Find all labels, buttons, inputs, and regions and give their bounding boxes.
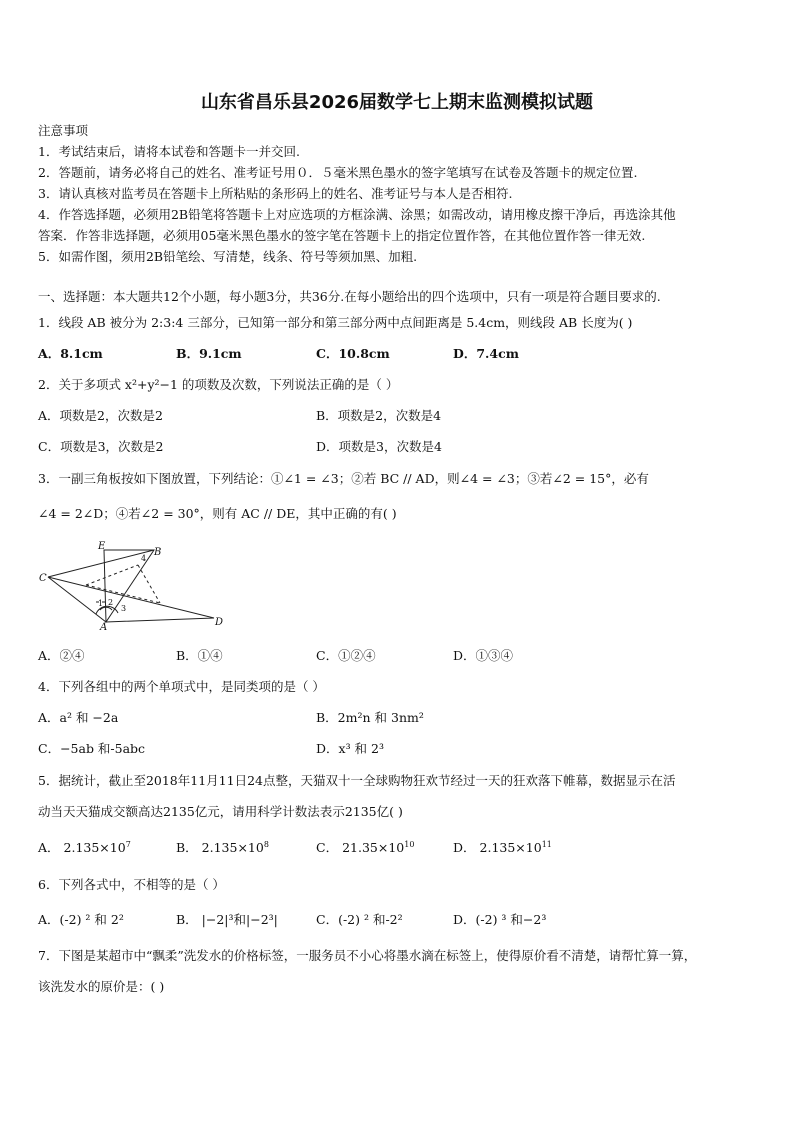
q1-option-c: C．10.8cm bbox=[316, 346, 390, 361]
q6-option-b-label: B． bbox=[176, 912, 198, 927]
question-5-stem: 5．据统计，截止至2018年11月11日24点整，天猫双十一全球购物狂欢节经过一天的狂欢落下帷幕，数据显示在活 bbox=[38, 773, 676, 788]
q5-option-a-value: 2.135×10 bbox=[63, 840, 126, 855]
q6-option-b-expr: |−2|³和|−2³| bbox=[201, 912, 278, 927]
q5-option-c-value: 21.35×10 bbox=[342, 840, 405, 855]
question-7-stem: 7．下图是某超市中“飘柔”洗发水的价格标签，一服务员不小心将墨水滴在标签上，使得原价看不清楚，请帮忙算一算， bbox=[38, 948, 697, 963]
q1-option-b: B．9.1cm bbox=[176, 346, 242, 361]
q2-option-a: A．项数是2，次数是2 bbox=[38, 408, 163, 423]
question-5-stem-cont: 动当天天猫成交额高达2135亿元，请用科学计数法表示2135亿( ) bbox=[38, 804, 403, 819]
q5-option-b-label: B． bbox=[176, 840, 198, 855]
question-6-stem: 6．下列各式中，不相等的是（ ） bbox=[38, 877, 225, 892]
q4-option-b: B．2m²n 和 3nm² bbox=[316, 710, 424, 725]
q4-option-d: D．x³ 和 2³ bbox=[316, 741, 384, 756]
angle-3: 3 bbox=[121, 604, 127, 613]
q4-option-a: A．a² 和 −2a bbox=[38, 710, 119, 725]
q5-option-c bbox=[316, 838, 414, 856]
note-item: 3．请认真核对监考员在答题卡上所粘贴的条形码上的姓名、准考证号与本人是否相符. bbox=[38, 186, 513, 201]
q3-option-b: B．①④ bbox=[176, 648, 223, 663]
angle-4: 4 bbox=[141, 554, 147, 563]
q5-option-b bbox=[176, 838, 269, 856]
q5-option-b-exp: 8 bbox=[263, 839, 269, 849]
q6-option-d: D．(-2) ³ 和−2³ bbox=[453, 912, 547, 927]
q6-option-c: C．(-2) ² 和-2² bbox=[316, 912, 403, 927]
section-heading: 一、选择题：本大题共12个小题，每小题3分，共36分.在每小题给出的四个选项中，只有一项是符合题目要求的. bbox=[38, 289, 661, 304]
q4-option-c: C．−5ab 和-5abc bbox=[38, 741, 146, 756]
label-a: A bbox=[100, 622, 108, 630]
note-item: 4．作答选择题，必须用2B铅笔将答题卡上对应选项的方框涂满、涂黑；如需改动，请用橡皮擦干净后，再选涂其他 bbox=[38, 207, 676, 222]
q5-option-a-exp: 7 bbox=[125, 839, 131, 849]
label-d: D bbox=[215, 617, 224, 628]
question-7-stem-cont: 该洗发水的原价是：( ) bbox=[38, 979, 165, 994]
q1-option-d: D．7.4cm bbox=[453, 346, 519, 361]
q5-option-c-label: C． bbox=[316, 840, 339, 855]
note-item: 1．考试结束后，请将本试卷和答题卡一并交回. bbox=[38, 144, 300, 159]
q1-option-a: A．8.1cm bbox=[38, 346, 103, 361]
q5-option-a-label: A． bbox=[38, 840, 60, 855]
q2-option-b: B．项数是2，次数是4 bbox=[316, 408, 442, 423]
note-item: 5．如需作图，须用2B铅笔绘、写清楚，线条、符号等须加黑、加粗. bbox=[38, 249, 418, 264]
triangle-figure bbox=[38, 540, 228, 630]
note-item: 答案．作答非选择题，必须用05毫米黑色墨水的签字笔在答题卡上的指定位置作答，在其他位置作答一律无效. bbox=[38, 228, 646, 243]
q3-option-d: D．①③④ bbox=[453, 648, 514, 663]
q3-option-c: C．①②④ bbox=[316, 648, 376, 663]
label-c: C bbox=[39, 573, 47, 584]
page-title: 山东省昌乐县2026届数学七上期末监测模拟试题 bbox=[200, 92, 594, 113]
notes-heading: 注意事项 bbox=[38, 123, 89, 138]
question-3-stem: 3．一副三角板按如下图放置，下列结论：①∠1 = ∠3；②若 BC // AD，则∠4 = ∠3；③若∠2 = 15°，必有 bbox=[38, 471, 649, 486]
q5-option-c-exp: 10 bbox=[404, 839, 415, 849]
q2-option-d: D．项数是3，次数是4 bbox=[316, 439, 442, 454]
q2-option-c: C．项数是3，次数是2 bbox=[38, 439, 164, 454]
q5-option-b-value: 2.135×10 bbox=[201, 840, 264, 855]
label-b: B bbox=[154, 547, 162, 558]
question-1-stem: 1．线段 AB 被分为 2:3:4 三部分，已知第一部分和第三部分两中点间距离是 5.4cm，则线段 AB 长度为( ) bbox=[38, 315, 633, 330]
q6-option-a: A．(-2) ² 和 2² bbox=[38, 912, 124, 927]
label-e: E bbox=[98, 541, 106, 552]
question-2-stem: 2．关于多项式 x²+y²−1 的项数及次数，下列说法正确的是（ ） bbox=[38, 377, 399, 392]
q5-option-d-exp: 11 bbox=[541, 839, 552, 849]
q6-option-b bbox=[176, 910, 278, 928]
question-4-stem: 4．下列各组中的两个单项式中，是同类项的是（ ） bbox=[38, 679, 325, 694]
angle-1: 1 bbox=[98, 599, 104, 608]
note-item: 2．答题前，请务必将自己的姓名、准考证号用０．５毫米黑色墨水的签字笔填写在试卷及答题卡的规定位置. bbox=[38, 165, 638, 180]
angle-2: 2 bbox=[108, 598, 114, 607]
q5-option-d bbox=[453, 838, 552, 856]
q5-option-a bbox=[38, 838, 131, 856]
q5-option-d-label: D． bbox=[453, 840, 476, 855]
q5-option-d-value: 2.135×10 bbox=[479, 840, 542, 855]
q3-option-a: A．②④ bbox=[38, 648, 85, 663]
question-3-stem-cont: ∠4 = 2∠D；④若∠2 = 30°，则有 AC // DE，其中正确的有( ) bbox=[38, 506, 397, 521]
